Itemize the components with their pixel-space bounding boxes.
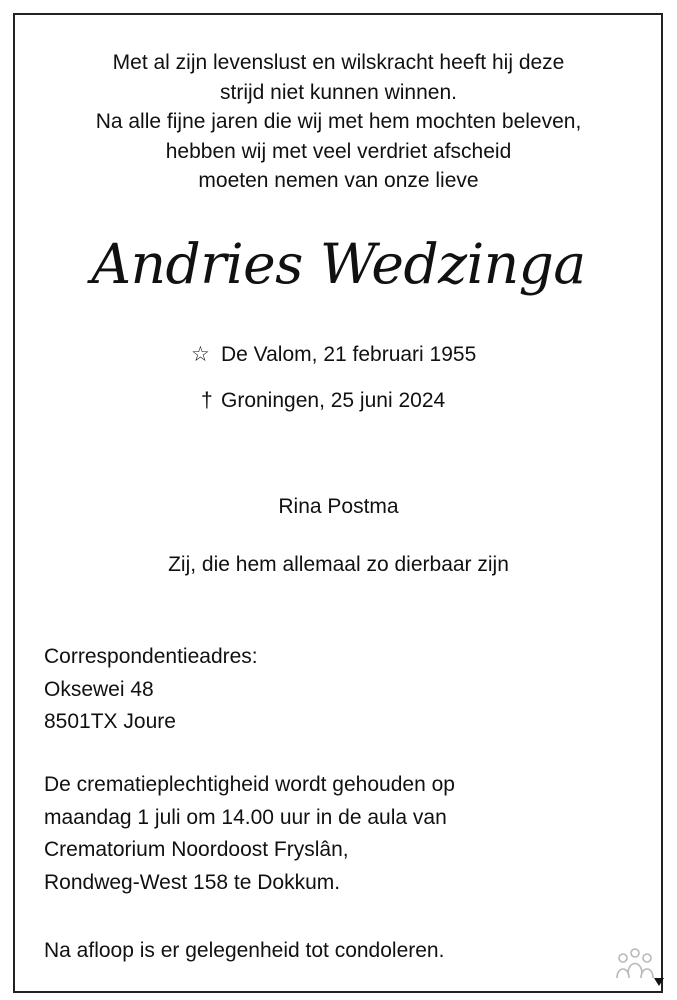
ceremony-line: Rondweg-West 158 te Dokkum.	[44, 870, 341, 894]
correspondence-address	[44, 641, 258, 739]
address-line: 8501TX Joure	[44, 710, 176, 733]
ceremony-details	[44, 769, 455, 899]
ceremony-line: maandag 1 juli om 14.00 uur in de aula van	[44, 805, 447, 829]
intro-text	[0, 48, 677, 196]
death-text: Groningen, 25 juni 2024	[221, 389, 446, 412]
closing-line	[44, 935, 444, 968]
intro-line: hebben wij met veel verdriet afscheid	[165, 139, 512, 163]
cross-icon: †	[201, 389, 213, 412]
ceremony-line: Crematorium Noordoost Fryslân,	[44, 838, 349, 861]
family-line: Zij, die hem allemaal zo dierbaar zijn	[168, 553, 509, 576]
birth-text: De Valom, 21 februari 1955	[221, 343, 477, 366]
intro-line: Met al zijn levenslust en wilskracht heeft hij deze	[112, 51, 565, 74]
star-icon: ☆	[191, 343, 210, 366]
birth-line	[191, 342, 476, 367]
intro-line: moeten nemen van onze lieve	[198, 169, 479, 192]
ceremony-line: De crematieplechtigheid wordt gehouden op	[44, 773, 455, 796]
address-line: Correspondentieadres:	[44, 645, 258, 668]
deceased-name: Andries Wedzinga	[91, 232, 586, 296]
address-line: Oksewei 48	[44, 677, 154, 701]
people-logo-icon	[614, 944, 664, 988]
closing-text: Na afloop is er gelegenheid tot condoleren.	[44, 939, 445, 962]
partner-name: Rina Postma	[278, 495, 399, 518]
intro-line: strijd niet kunnen winnen.	[220, 80, 457, 104]
intro-line: Na alle fijne jaren die wij met hem mochten beleven,	[95, 110, 582, 133]
death-line	[201, 389, 445, 413]
